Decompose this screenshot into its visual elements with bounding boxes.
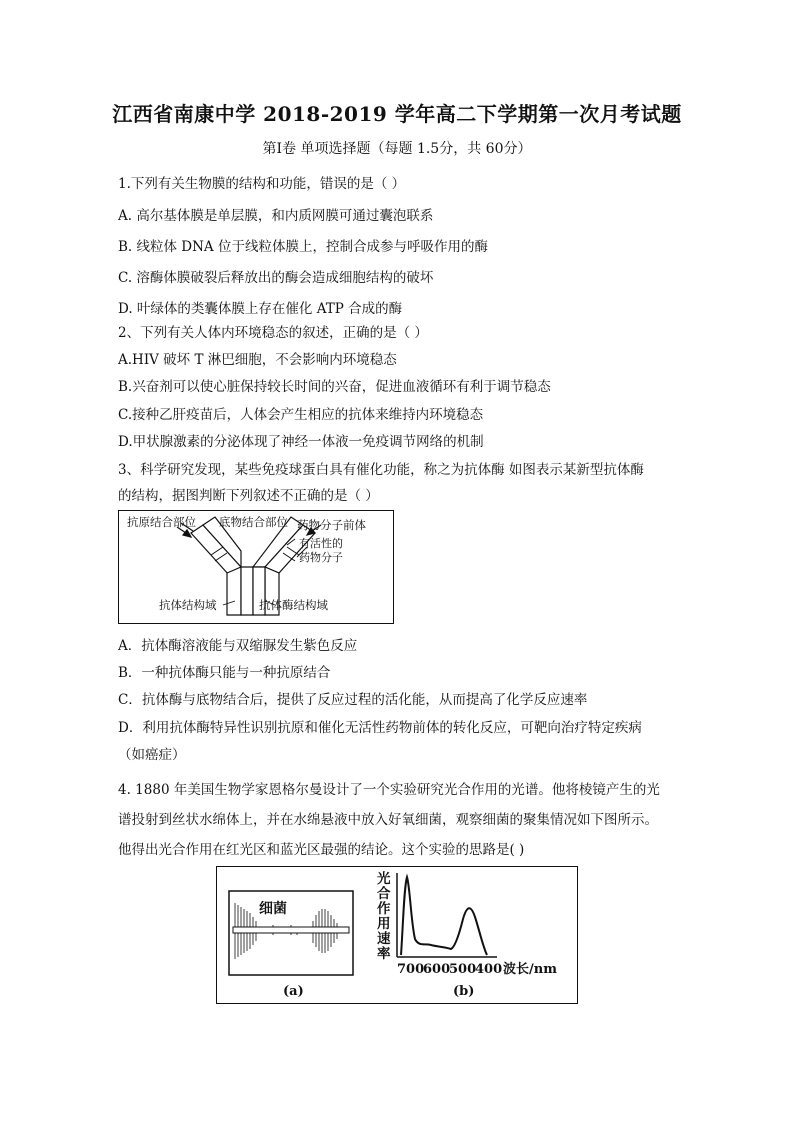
label-active-drug-2: 药物分子 <box>299 551 343 564</box>
question-3-option-b: B．一种抗体酶只能与一种抗原结合 <box>118 665 331 681</box>
xtick-400: 400 <box>475 962 503 977</box>
xlabel: 波长/nm <box>503 962 557 977</box>
question-2-stem: 2、下列有关人体内环境稳态的叙述，正确的是（ ） <box>118 325 428 341</box>
ylabel-char: 光 <box>377 871 391 887</box>
ylabel-char: 速 <box>377 931 391 947</box>
question-1-option-a: A. 高尔基体膜是单层膜，和内质网膜可通过囊泡联系 <box>118 208 434 224</box>
xtick-700: 700 <box>397 962 425 977</box>
label-antigen-site: 抗原结合部位 <box>127 515 196 529</box>
question-1-option-c: C. 溶酶体膜破裂后释放出的酶会造成细胞结构的破坏 <box>118 270 434 286</box>
label-enzyme-domain: 抗体酶结构域 <box>259 598 328 612</box>
panel-b-label: (b) <box>453 984 475 999</box>
section-subtitle: 第Ⅰ卷 单项选择题（每题 1.5分，共 60分） <box>262 141 532 157</box>
question-3-stem-line2: 的结构，据图判断下列叙述不正确的是（ ） <box>118 488 379 504</box>
ylabel-chars <box>377 870 391 962</box>
ylabel-char: 用 <box>377 916 391 932</box>
action-spectrum-curve <box>401 877 487 955</box>
question-2-option-a: A.HIV 破坏 T 淋巴细胞，不会影响内环境稳态 <box>118 352 397 368</box>
question-3-option-d-cont: （如癌症） <box>118 747 186 763</box>
question-4-stem-line2: 谱投射到丝状水绵体上，并在水绵悬液中放入好氧细菌，观察细菌的聚集情况如下图所示。 <box>118 812 658 828</box>
question-3-option-a: A．抗体酶溶液能与双缩脲发生紫色反应 <box>118 638 358 654</box>
xtick-600: 600 <box>423 962 451 977</box>
question-4-stem-line3: 他得出光合作用在红光区和蓝光区最强的结论。这个实验的思路是( ) <box>118 842 525 858</box>
question-3-stem-line1: 3、科学研究发现，某些免疫球蛋白具有催化功能，称之为抗体酶 如图表示某新型抗体酶 <box>118 462 644 478</box>
antibody-enzyme-figure <box>118 510 394 624</box>
page-title: 江西省南康中学 2018-2019 学年高二下学期第一次月考试题 <box>112 102 682 126</box>
ylabel-char: 率 <box>377 946 391 962</box>
label-substrate-site: 底物结合部位 <box>219 515 288 529</box>
engelmann-figure <box>216 866 578 1004</box>
label-active-drug-1: 有活性的 <box>299 537 343 550</box>
question-1-stem: 1.下列有关生物膜的结构和功能，错误的是（ ） <box>118 176 406 192</box>
xtick-500: 500 <box>449 962 477 977</box>
question-3-option-d: D．利用抗体酶特异性识别抗原和催化无活性药物前体的转化反应，可靶向治疗特定疾病 <box>118 720 642 736</box>
question-1-option-b: B. 线粒体 DNA 位于线粒体膜上，控制合成参与呼吸作用的酶 <box>118 239 488 255</box>
label-prodrug: 药物分子前体 <box>297 518 366 532</box>
question-4-stem-line1: 4. 1880 年美国生物学家恩格尔曼设计了一个实验研究光合作用的光谱。他将棱镜产生的光 <box>118 782 660 798</box>
question-2-option-c: C.接种乙肝疫苗后，人体会产生相应的抗体来维持内环境稳态 <box>118 407 484 423</box>
ylabel-char: 作 <box>377 901 391 917</box>
ylabel-char: 合 <box>377 886 391 902</box>
label-antibody-domain: 抗体结构域 <box>159 598 217 612</box>
question-1-option-d: D. 叶绿体的类囊体膜上存在催化 ATP 合成的酶 <box>118 301 403 317</box>
bacteria-label: 细菌 <box>259 901 287 917</box>
panel-a-label: (a) <box>283 984 304 999</box>
question-3-option-c: C．抗体酶与底物结合后，提供了反应过程的活化能，从而提高了化学反应速率 <box>118 692 588 708</box>
question-2-option-d: D.甲状腺激素的分泌体现了神经一体液一免疫调节网络的机制 <box>118 434 484 450</box>
question-2-option-b: B.兴奋剂可以使心脏保持较长时间的兴奋，促进血液循环有利于调节稳态 <box>118 379 551 395</box>
